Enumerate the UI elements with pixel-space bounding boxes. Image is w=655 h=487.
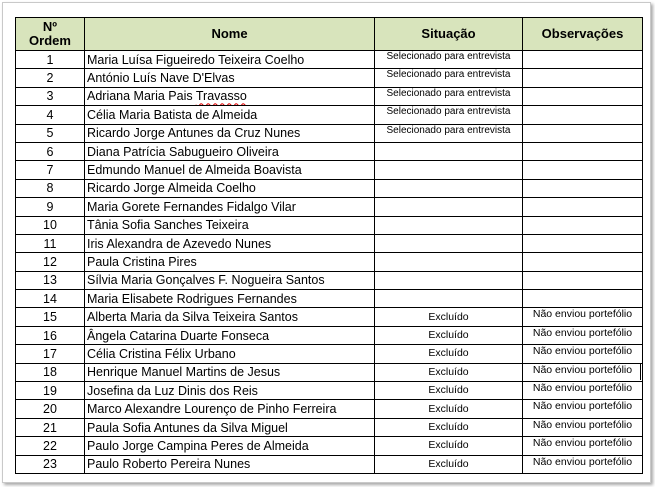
situation-cell: Selecionado para entrevista <box>375 51 523 69</box>
situation-cell: Selecionado para entrevista <box>375 124 523 142</box>
table-row <box>16 69 643 87</box>
situation-cell: Excluído <box>375 345 523 363</box>
table-row <box>16 271 643 289</box>
observations-cell <box>523 253 643 271</box>
situation-cell <box>375 234 523 252</box>
order-number-cell: 14 <box>16 290 85 308</box>
order-number-cell: 11 <box>16 234 85 252</box>
name-cell: Maria Gorete Fernandes Fidalgo Vilar <box>85 198 375 216</box>
order-number-cell: 5 <box>16 124 85 142</box>
situation-cell <box>375 216 523 234</box>
header-order-number <box>16 18 85 51</box>
name-cell: Paulo Roberto Pereira Nunes <box>85 455 375 473</box>
observations-cell: Não enviou portefólio <box>523 382 643 400</box>
situation-cell <box>375 253 523 271</box>
situation-cell: Selecionado para entrevista <box>375 69 523 87</box>
observations-cell <box>523 234 643 252</box>
order-number-cell: 13 <box>16 271 85 289</box>
observations-cell <box>523 142 643 160</box>
observations-cell: Não enviou portefólio <box>523 455 643 473</box>
observations-cell <box>523 87 643 105</box>
observations-cell: Não enviou portefólio <box>523 437 643 455</box>
situation-cell <box>375 271 523 289</box>
order-number-cell: 18 <box>16 363 85 381</box>
situation-cell: Excluído <box>375 382 523 400</box>
name-cell: Alberta Maria da Silva Teixeira Santos <box>85 308 375 326</box>
name-cell: Diana Patrícia Sabugueiro Oliveira <box>85 142 375 160</box>
order-number-cell: 23 <box>16 455 85 473</box>
observations-cell <box>523 271 643 289</box>
table-row <box>16 326 643 344</box>
table-row <box>16 253 643 271</box>
name-cell: Edmundo Manuel de Almeida Boavista <box>85 161 375 179</box>
table-row <box>16 345 643 363</box>
observations-cell <box>523 106 643 124</box>
order-number-cell: 10 <box>16 216 85 234</box>
header-observations: Observações <box>523 18 643 51</box>
table-row <box>16 363 643 381</box>
table-row <box>16 106 643 124</box>
name-cell: António Luís Nave D'Elvas <box>85 69 375 87</box>
situation-cell <box>375 161 523 179</box>
order-number-cell: 12 <box>16 253 85 271</box>
order-number-cell: 8 <box>16 179 85 197</box>
order-number-cell: 17 <box>16 345 85 363</box>
table-row <box>16 382 643 400</box>
name-cell: Célia Cristina Félix Urbano <box>85 345 375 363</box>
table-row <box>16 216 643 234</box>
header-order-line2: Ordem <box>29 33 71 48</box>
name-cell <box>85 87 375 105</box>
header-situation: Situação <box>375 18 523 51</box>
document-frame <box>2 2 651 483</box>
order-number-cell: 22 <box>16 437 85 455</box>
order-number-cell: 3 <box>16 87 85 105</box>
table-row <box>16 179 643 197</box>
name-cell: Iris Alexandra de Azevedo Nunes <box>85 234 375 252</box>
situation-cell: Excluído <box>375 326 523 344</box>
header-name: Nome <box>85 18 375 51</box>
observations-cell <box>523 161 643 179</box>
name-cell: Henrique Manuel Martins de Jesus <box>85 363 375 381</box>
order-number-cell: 4 <box>16 106 85 124</box>
name-cell: Sílvia Maria Gonçalves F. Nogueira Santos <box>85 271 375 289</box>
text-cursor <box>640 364 641 380</box>
name-cell: Marco Alexandre Lourenço de Pinho Ferreira <box>85 400 375 418</box>
situation-cell: Excluído <box>375 400 523 418</box>
situation-cell <box>375 142 523 160</box>
observations-cell: Não enviou portefólio <box>523 363 643 381</box>
situation-cell <box>375 179 523 197</box>
observations-cell <box>523 124 643 142</box>
situation-cell: Selecionado para entrevista <box>375 87 523 105</box>
observations-cell <box>523 51 643 69</box>
observations-cell: Não enviou portefólio <box>523 345 643 363</box>
observations-cell: Não enviou portefólio <box>523 326 643 344</box>
table-row <box>16 234 643 252</box>
table-row <box>16 161 643 179</box>
name-cell: Paulo Jorge Campina Peres de Almeida <box>85 437 375 455</box>
situation-cell: Excluído <box>375 308 523 326</box>
table-row <box>16 455 643 473</box>
situation-cell: Excluído <box>375 363 523 381</box>
order-number-cell: 6 <box>16 142 85 160</box>
table-row <box>16 87 643 105</box>
situation-cell <box>375 290 523 308</box>
situation-cell: Excluído <box>375 455 523 473</box>
situation-cell: Selecionado para entrevista <box>375 106 523 124</box>
table-row <box>16 418 643 436</box>
name-text: Adriana Maria Pais <box>87 89 196 104</box>
name-cell: Tânia Sofia Sanches Teixeira <box>85 216 375 234</box>
table-row <box>16 198 643 216</box>
order-number-cell: 7 <box>16 161 85 179</box>
order-number-cell: 9 <box>16 198 85 216</box>
table-row <box>16 437 643 455</box>
table-row <box>16 400 643 418</box>
header-row <box>16 18 643 51</box>
name-cell: Célia Maria Batista de Almeida <box>85 106 375 124</box>
observations-cell <box>523 290 643 308</box>
order-number-cell: 15 <box>16 308 85 326</box>
table-row <box>16 308 643 326</box>
table-row <box>16 290 643 308</box>
name-cell: Maria Elisabete Rodrigues Fernandes <box>85 290 375 308</box>
name-cell: Paula Cristina Pires <box>85 253 375 271</box>
order-number-cell: 2 <box>16 69 85 87</box>
observations-cell <box>523 198 643 216</box>
order-number-cell: 20 <box>16 400 85 418</box>
order-number-cell: 16 <box>16 326 85 344</box>
order-number-cell: 19 <box>16 382 85 400</box>
situation-cell: Excluído <box>375 437 523 455</box>
observations-cell: Não enviou portefólio <box>523 400 643 418</box>
name-cell: Josefina da Luz Dinis dos Reis <box>85 382 375 400</box>
observations-cell: Não enviou portefólio <box>523 308 643 326</box>
observations-cell <box>523 179 643 197</box>
table-row <box>16 124 643 142</box>
observations-cell <box>523 216 643 234</box>
name-cell: Ângela Catarina Duarte Fonseca <box>85 326 375 344</box>
situation-cell <box>375 198 523 216</box>
table-row <box>16 51 643 69</box>
name-cell: Ricardo Jorge Antunes da Cruz Nunes <box>85 124 375 142</box>
table-row <box>16 142 643 160</box>
name-cell: Ricardo Jorge Almeida Coelho <box>85 179 375 197</box>
observations-cell <box>523 69 643 87</box>
order-number-cell: 21 <box>16 418 85 436</box>
observations-cell: Não enviou portefólio <box>523 418 643 436</box>
situation-cell: Excluído <box>375 418 523 436</box>
candidates-table <box>15 17 643 474</box>
order-number-cell: 1 <box>16 51 85 69</box>
spellcheck-flagged-word: Travasso <box>195 89 247 104</box>
name-cell: Paula Sofia Antunes da Silva Miguel <box>85 418 375 436</box>
name-cell: Maria Luísa Figueiredo Teixeira Coelho <box>85 51 375 69</box>
header-order-line1: Nº <box>42 19 58 34</box>
